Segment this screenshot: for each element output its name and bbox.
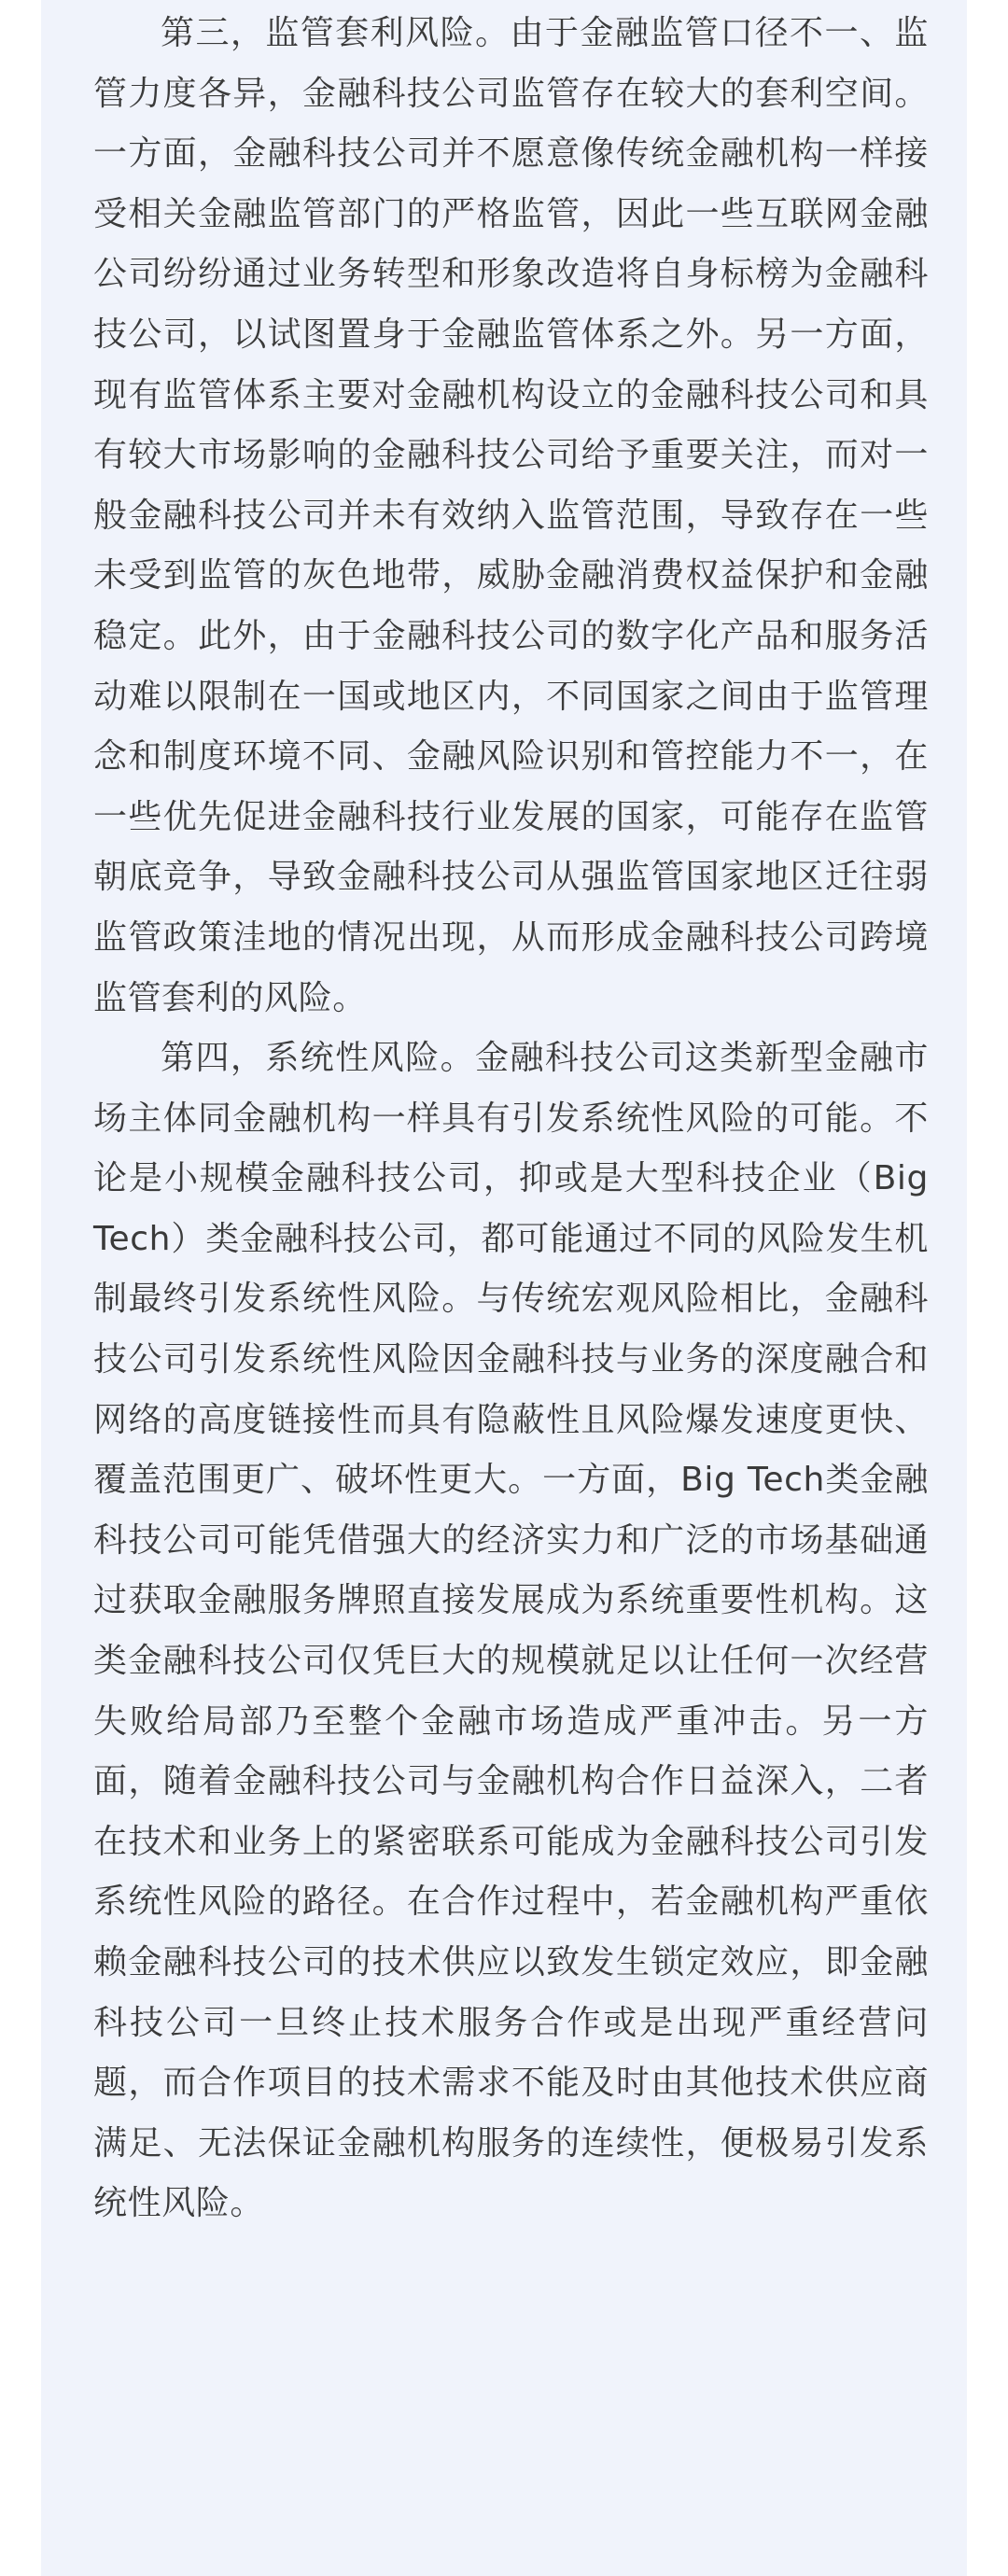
paragraph-regulatory-arbitrage-risk: 第三，监管套利风险。由于金融监管口径不一、监管力度各异，金融科技公司监管存在较大的套利空间。一方面，金融科技公司并不愿意像传统金融机构一样接受相关金融监管部门的严格监管，因此一些互联网金融公司纷纷通过业务转型和形象改造将自身标榜为金融科技公司，以试图置身于金融监管体系之外。另一方面，现有监管体系主要对金融机构设立的金融科技公司和具有较大市场影响的金融科技公司给予重要关注，而对一般金融科技公司并未有效纳入监管范围，导致存在一些未受到监管的灰色地带，威胁金融消费权益保护和金融稳定。此外，由于金融科技公司的数字化产品和服务活动难以限制在一国或地区内，不同国家之间由于监管理念和制度环境不同、金融风险识别和管控能力不一，在一些优先促进金融科技行业发展的国家，可能存在监管朝底竞争，导致金融科技公司从强监管国家地区迁往弱监管政策洼地的情况出现，从而形成金融科技公司跨境监管套利的风险。 xyxy=(93,14,929,1017)
paragraph-systemic-risk: 第四，系统性风险。金融科技公司这类新型金融市场主体同金融机构一样具有引发系统性风险的可能。不论是小规模金融科技公司，抑或是大型科技企业（Big Tech）类金融科技公司，都可能通过不同的风险发生机制最终引发系统性风险。与传统宏观风险相比，金融科技公司引发系统性风险因金融科技与业务的深度融合和网络的高度链接性而具有隐蔽性且风险爆发速度更快、覆盖范围更广、破坏性更大。一方面，Big Tech类金融科技公司可能凭借强大的经济实力和广泛的市场基础通过获取金融服务牌照直接发展成为系统重要性机构。这类金融科技公司仅凭巨大的规模就足以让任何一次经营失败给局部乃至整个金融市场造成严重冲击。另一方面，随着金融科技公司与金融机构合作日益深入，二者在技术和业务上的紧密联系可能成为金融科技公司引发系统性风险的路径。在合作过程中，若金融机构严重依赖金融科技公司的技术供应以致发生锁定效应，即金融科技公司一旦终止技术服务合作或是出现严重经营问题，而合作项目的技术需求不能及时由其他技术供应商满足、无法保证金融机构服务的连续性，便极易引发系统性风险。 xyxy=(93,1039,929,2223)
article-body xyxy=(93,4,929,2234)
